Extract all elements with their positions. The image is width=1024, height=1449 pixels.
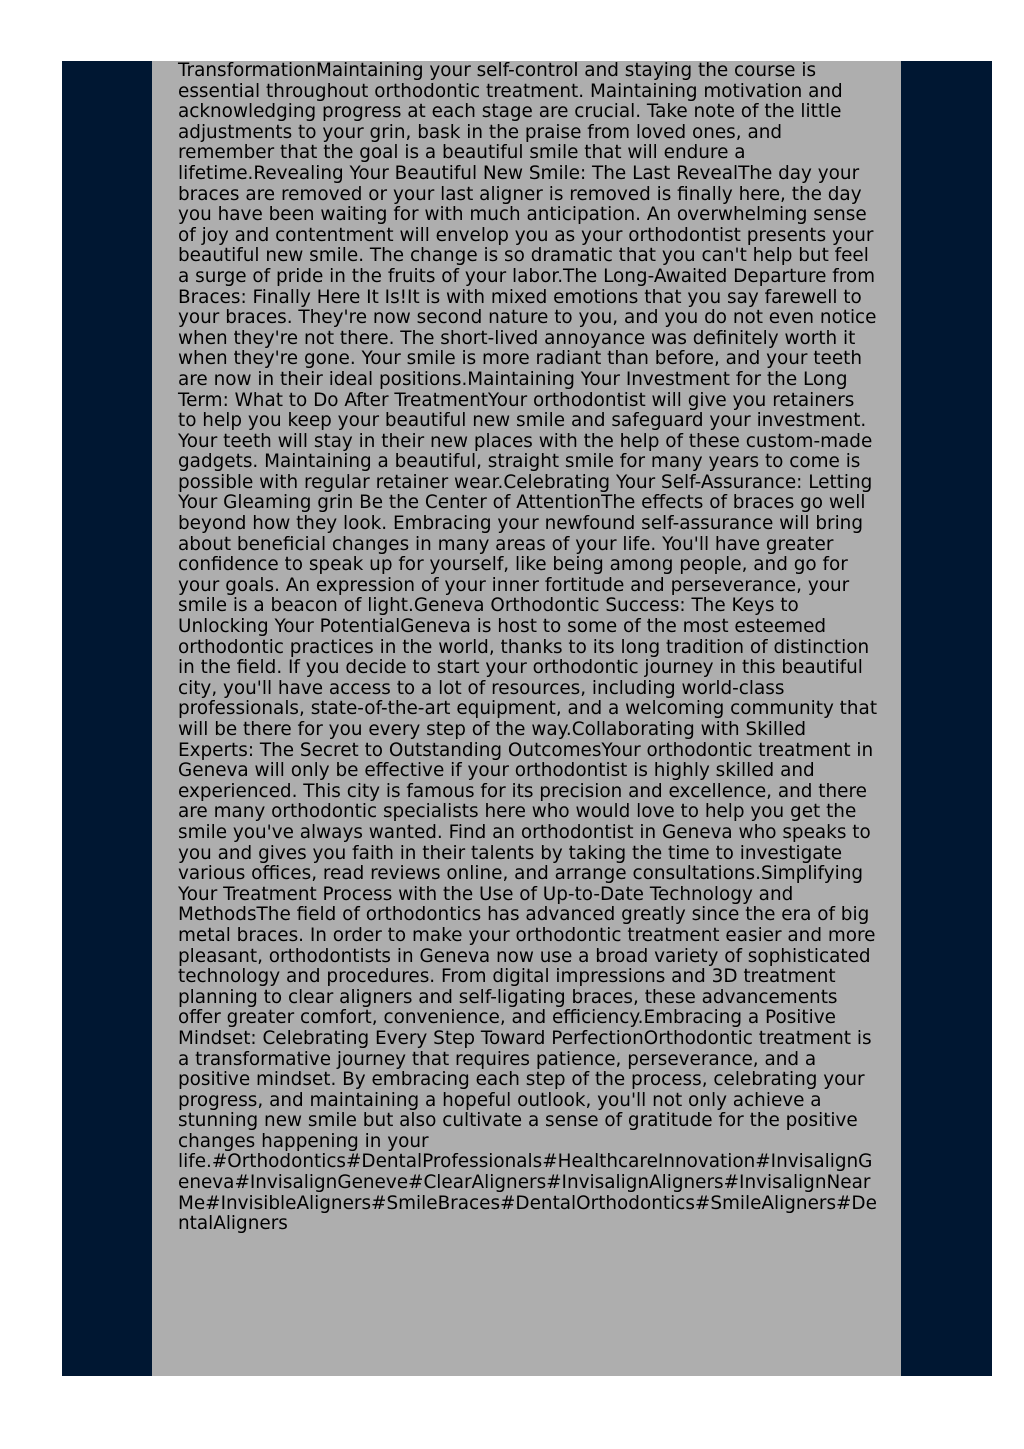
page-frame (62, 61, 992, 1376)
article-body-text: TransformationMaintaining your self-control and staying the course is essential throughout orthodontic treatment. Maintaining motivation and acknowledging progress at each stage are crucial. Take note of the little adjustments to your grin, bask in the praise from loved ones, and remember that the goal is a beautiful smile that will endure a lifetime.Revealing Your Beautiful New Smile: The Last RevealThe day your braces are removed or your last aligner is removed is finally here, the day you have been waiting for with much anticipation. An overwhelming sense of joy and contentment will envelop you as your orthodontist presents your beautiful new smile. The change is so dramatic that you can't help but feel a surge of pride in the fruits of your labor.The Long-Awaited Departure from Braces: Finally Here It Is!It is with mixed emotions that you say farewell to your braces. They're now second nature to you, and you do not even notice when they're not there. The short-lived annoyance was definitely worth it when they're gone. Your smile is more radiant than before, and your teeth are now in their ideal positions.Maintaining Your Investment for the Long Term: What to Do After TreatmentYour orthodontist will give you retainers to help you keep your beautiful new smile and safeguard your investment. Your teeth will stay in their new places with the help of these custom-made gadgets. Maintaining a beautiful, straight smile for many years to come is possible with regular retainer wear.Celebrating Your Self-Assurance: Letting Your Gleaming grin Be the Center of AttentionThe effects of braces go well beyond how they look. Embracing your newfound self-assurance will bring about beneficial changes in many areas of your life. You'll have greater confidence to speak up for yourself, like being among people, and go for your goals. An expression of your inner fortitude and perseverance, your smile is a beacon of light.Geneva Orthodontic Success: The Keys to Unlocking Your PotentialGeneva is host to some of the most esteemed orthodontic practices in the world, thanks to its long tradition of distinction in the field. If you decide to start your orthodontic journey in this beautiful city, you'll have access to a lot of resources, including world-class professionals, state-of-the-art equipment, and a welcoming community that will be there for you every step of the way.Collaborating with Skilled Experts: The Secret to Outstanding OutcomesYour orthodontic treatment in Geneva will only be effective if your orthodontist is highly skilled and experienced. This city is famous for its precision and excellence, and there are many orthodontic specialists here who would love to help you get the smile you've always wanted. Find an orthodontist in Geneva who speaks to you and gives you faith in their talents by taking the time to investigate various offices, read reviews online, and arrange consultations.Simplifying Your Treatment Process with the Use of Up-to-Date Technology and MethodsThe field of orthodontics has advanced greatly since the era of big metal braces. In order to make your orthodontic treatment easier and more pleasant, orthodontists in Geneva now use a broad variety of sophisticated technology and procedures. From digital impressions and 3D treatment planning to clear aligners and self-ligating braces, these advancements offer greater comfort, convenience, and efficiency.Embracing a Positive Mindset: Celebrating Every Step Toward PerfectionOrthodontic treatment is a transformative journey that requires patience, perseverance, and a positive mindset. By embracing each step of the process, celebrating your progress, and maintaining a hopeful outlook, you'll not only achieve a stunning new smile but also cultivate a sense of gratitude for the positive changes happening in your life.#Orthodontics#DentalProfessionals#HealthcareInnovation#InvisalignGeneva#InvisalignGeneve#ClearAligners#InvisalignAligners#InvisalignNearMe#InvisibleAligners#SmileBraces#DentalOrthodontics#SmileAligners#DentalAligners (178, 60, 878, 1235)
content-panel (152, 61, 901, 1376)
